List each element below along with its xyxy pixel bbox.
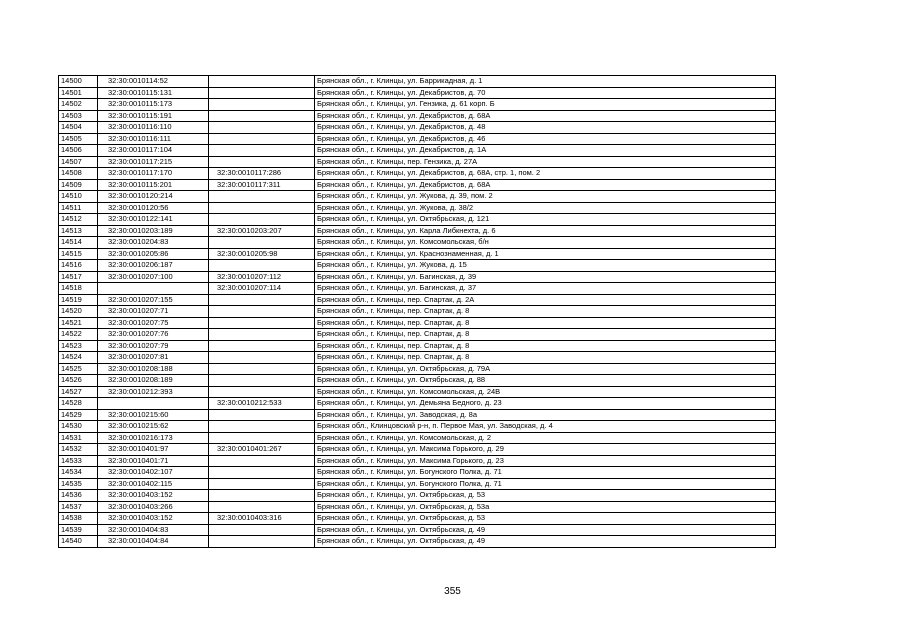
row-number-cell: 14532 — [59, 444, 98, 456]
table-row — [59, 501, 776, 513]
related-cadastral-number-cell: 32:30:0010401:267 — [209, 444, 315, 456]
table-row — [59, 76, 776, 88]
address-cell: Брянская обл., г. Клинцы, пер. Спартак, д. 8 — [315, 340, 776, 352]
cadastral-number-cell: 32:30:0010207:155 — [98, 294, 209, 306]
row-number-cell: 14537 — [59, 501, 98, 513]
address-cell: Брянская обл., г. Клинцы, пер. Спартак, д. 2А — [315, 294, 776, 306]
address-cell: Брянская обл., г. Клинцы, ул. Карла Либкнехта, д. 6 — [315, 225, 776, 237]
table-row — [59, 179, 776, 191]
cadastral-number-cell: 32:30:0010117:170 — [98, 168, 209, 180]
address-cell: Брянская обл., г. Клинцы, ул. Октябрьская, д. 79А — [315, 363, 776, 375]
address-cell: Брянская обл., г. Клинцы, ул. Октябрьская, д. 53а — [315, 501, 776, 513]
related-cadastral-number-cell — [209, 122, 315, 134]
table-row — [59, 467, 776, 479]
address-cell: Брянская обл., г. Клинцы, ул. Богунского Полка, д. 71 — [315, 478, 776, 490]
related-cadastral-number-cell — [209, 329, 315, 341]
table-row — [59, 294, 776, 306]
related-cadastral-number-cell — [209, 110, 315, 122]
cadastral-number-cell: 32:30:0010115:131 — [98, 87, 209, 99]
related-cadastral-number-cell: 32:30:0010207:114 — [209, 283, 315, 295]
row-number-cell: 14512 — [59, 214, 98, 226]
table-row — [59, 421, 776, 433]
row-number-cell: 14533 — [59, 455, 98, 467]
table-row — [59, 133, 776, 145]
address-cell: Брянская обл., г. Клинцы, ул. Богунского Полка, д. 71 — [315, 467, 776, 479]
table-row — [59, 432, 776, 444]
related-cadastral-number-cell: 32:30:0010205:98 — [209, 248, 315, 260]
related-cadastral-number-cell — [209, 375, 315, 387]
address-cell: Брянская обл., г. Клинцы, ул. Демьяна Бедного, д. 23 — [315, 398, 776, 410]
address-cell: Брянская обл., г. Клинцы, пер. Спартак, д. 8 — [315, 317, 776, 329]
cadastral-number-cell: 32:30:0010207:100 — [98, 271, 209, 283]
row-number-cell: 14508 — [59, 168, 98, 180]
related-cadastral-number-cell — [209, 340, 315, 352]
related-cadastral-number-cell — [209, 191, 315, 203]
row-number-cell: 14535 — [59, 478, 98, 490]
related-cadastral-number-cell: 32:30:0010203:207 — [209, 225, 315, 237]
row-number-cell: 14529 — [59, 409, 98, 421]
related-cadastral-number-cell — [209, 432, 315, 444]
table-row — [59, 352, 776, 364]
table-row — [59, 524, 776, 536]
related-cadastral-number-cell — [209, 317, 315, 329]
address-cell: Брянская обл., г. Клинцы, ул. Декабристов, д. 68А — [315, 179, 776, 191]
table-row — [59, 490, 776, 502]
table-row — [59, 248, 776, 260]
cadastral-number-cell: 32:30:0010122:141 — [98, 214, 209, 226]
address-cell: Брянская обл., г. Клинцы, ул. Краснознаменная, д. 1 — [315, 248, 776, 260]
table-row — [59, 99, 776, 111]
row-number-cell: 14530 — [59, 421, 98, 433]
page-number: 355 — [444, 586, 461, 597]
row-number-cell: 14515 — [59, 248, 98, 260]
cadastral-number-cell: 32:30:0010204:83 — [98, 237, 209, 249]
table-row — [59, 478, 776, 490]
cadastral-number-cell: 32:30:0010207:81 — [98, 352, 209, 364]
related-cadastral-number-cell: 32:30:0010117:311 — [209, 179, 315, 191]
related-cadastral-number-cell — [209, 363, 315, 375]
table-row — [59, 110, 776, 122]
table-row — [59, 168, 776, 180]
table-row — [59, 398, 776, 410]
related-cadastral-number-cell — [209, 478, 315, 490]
related-cadastral-number-cell — [209, 536, 315, 548]
related-cadastral-number-cell — [209, 352, 315, 364]
table-row — [59, 237, 776, 249]
related-cadastral-number-cell — [209, 467, 315, 479]
address-cell: Брянская обл., г. Клинцы, ул. Баррикадная, д. 1 — [315, 76, 776, 88]
records-table — [58, 75, 776, 548]
address-cell: Брянская обл., г. Клинцы, ул. Жукова, д. 39, пом. 2 — [315, 191, 776, 203]
address-cell: Брянская обл., г. Клинцы, пер. Спартак, д. 8 — [315, 329, 776, 341]
address-cell: Брянская обл., г. Клинцы, ул. Декабристов, д. 46 — [315, 133, 776, 145]
row-number-cell: 14507 — [59, 156, 98, 168]
row-number-cell: 14528 — [59, 398, 98, 410]
related-cadastral-number-cell — [209, 87, 315, 99]
cadastral-number-cell: 32:30:0010207:75 — [98, 317, 209, 329]
related-cadastral-number-cell: 32:30:0010207:112 — [209, 271, 315, 283]
cadastral-number-cell: 32:30:0010207:71 — [98, 306, 209, 318]
address-cell: Брянская обл., г. Клинцы, ул. Декабристов, д. 1А — [315, 145, 776, 157]
address-cell: Брянская обл., г. Клинцы, ул. Октябрьская, д. 53 — [315, 490, 776, 502]
cadastral-number-cell: 32:30:0010215:60 — [98, 409, 209, 421]
address-cell: Брянская обл., г. Клинцы, пер. Спартак, д. 8 — [315, 306, 776, 318]
cadastral-number-cell: 32:30:0010115:201 — [98, 179, 209, 191]
cadastral-number-cell: 32:30:0010205:86 — [98, 248, 209, 260]
cadastral-number-cell: 32:30:0010212:393 — [98, 386, 209, 398]
address-cell: Брянская обл., г. Клинцы, ул. Багинская, д. 37 — [315, 283, 776, 295]
cadastral-number-cell: 32:30:0010117:104 — [98, 145, 209, 157]
address-cell: Брянская обл., г. Клинцы, пер. Спартак, д. 8 — [315, 352, 776, 364]
row-number-cell: 14503 — [59, 110, 98, 122]
address-cell: Брянская обл., г. Клинцы, ул. Комсомольская, д. 24В — [315, 386, 776, 398]
table-row — [59, 122, 776, 134]
table-row — [59, 375, 776, 387]
table-row — [59, 386, 776, 398]
cadastral-number-cell — [98, 283, 209, 295]
cadastral-number-cell: 32:30:0010403:266 — [98, 501, 209, 513]
cadastral-number-cell: 32:30:0010206:187 — [98, 260, 209, 272]
cadastral-number-cell: 32:30:0010120:56 — [98, 202, 209, 214]
row-number-cell: 14501 — [59, 87, 98, 99]
row-number-cell: 14531 — [59, 432, 98, 444]
cadastral-number-cell: 32:30:0010114:52 — [98, 76, 209, 88]
table-row — [59, 225, 776, 237]
address-cell: Брянская обл., г. Клинцы, ул. Декабристов, д. 68А — [315, 110, 776, 122]
address-cell: Брянская обл., г. Клинцы, пер. Гензика, д. 27А — [315, 156, 776, 168]
address-cell: Брянская обл., г. Клинцы, ул. Заводская, д. 8а — [315, 409, 776, 421]
related-cadastral-number-cell — [209, 421, 315, 433]
cadastral-number-cell: 32:30:0010402:107 — [98, 467, 209, 479]
row-number-cell: 14500 — [59, 76, 98, 88]
cadastral-number-cell: 32:30:0010402:115 — [98, 478, 209, 490]
address-cell: Брянская обл., г. Клинцы, ул. Октябрьская, д. 88 — [315, 375, 776, 387]
row-number-cell: 14526 — [59, 375, 98, 387]
table-row — [59, 191, 776, 203]
row-number-cell: 14516 — [59, 260, 98, 272]
cadastral-number-cell: 32:30:0010203:189 — [98, 225, 209, 237]
address-cell: Брянская обл., г. Клинцы, ул. Максима Горького, д. 29 — [315, 444, 776, 456]
related-cadastral-number-cell — [209, 237, 315, 249]
related-cadastral-number-cell — [209, 294, 315, 306]
table-row — [59, 513, 776, 525]
table-row — [59, 271, 776, 283]
row-number-cell: 14523 — [59, 340, 98, 352]
row-number-cell: 14509 — [59, 179, 98, 191]
row-number-cell: 14540 — [59, 536, 98, 548]
row-number-cell: 14536 — [59, 490, 98, 502]
cadastral-number-cell: 32:30:0010401:97 — [98, 444, 209, 456]
related-cadastral-number-cell — [209, 99, 315, 111]
table-row — [59, 214, 776, 226]
related-cadastral-number-cell — [209, 214, 315, 226]
cadastral-number-cell: 32:30:0010120:214 — [98, 191, 209, 203]
cadastral-number-cell: 32:30:0010208:188 — [98, 363, 209, 375]
table-row — [59, 306, 776, 318]
address-cell: Брянская обл., г. Клинцы, ул. Жукова, д. 15 — [315, 260, 776, 272]
address-cell: Брянская обл., г. Клинцы, ул. Октябрьская, д. 49 — [315, 524, 776, 536]
table-row — [59, 329, 776, 341]
address-cell: Брянская обл., г. Клинцы, ул. Октябрьская, д. 49 — [315, 536, 776, 548]
address-cell: Брянская обл., г. Клинцы, ул. Гензика, д. 61 корп. Б — [315, 99, 776, 111]
table-row — [59, 283, 776, 295]
cadastral-number-cell: 32:30:0010207:79 — [98, 340, 209, 352]
row-number-cell: 14521 — [59, 317, 98, 329]
cadastral-number-cell: 32:30:0010404:84 — [98, 536, 209, 548]
address-cell: Брянская обл., г. Клинцы, ул. Багинская, д. 39 — [315, 271, 776, 283]
row-number-cell: 14539 — [59, 524, 98, 536]
related-cadastral-number-cell — [209, 524, 315, 536]
related-cadastral-number-cell — [209, 386, 315, 398]
table-row — [59, 444, 776, 456]
address-cell: Брянская обл., г. Клинцы, ул. Декабристов, д. 70 — [315, 87, 776, 99]
cadastral-number-cell: 32:30:0010115:173 — [98, 99, 209, 111]
address-cell: Брянская обл., г. Клинцы, ул. Декабристов, д. 68А, стр. 1, пом. 2 — [315, 168, 776, 180]
row-number-cell: 14525 — [59, 363, 98, 375]
cadastral-number-cell: 32:30:0010401:71 — [98, 455, 209, 467]
row-number-cell: 14513 — [59, 225, 98, 237]
related-cadastral-number-cell — [209, 202, 315, 214]
related-cadastral-number-cell: 32:30:0010117:286 — [209, 168, 315, 180]
table-row — [59, 363, 776, 375]
address-cell: Брянская обл., г. Клинцы, ул. Жукова, д. 38/2 — [315, 202, 776, 214]
row-number-cell: 14511 — [59, 202, 98, 214]
records-table-body — [59, 76, 776, 548]
related-cadastral-number-cell — [209, 306, 315, 318]
cadastral-number-cell: 32:30:0010403:152 — [98, 490, 209, 502]
table-row — [59, 536, 776, 548]
row-number-cell: 14527 — [59, 386, 98, 398]
row-number-cell: 14538 — [59, 513, 98, 525]
address-cell: Брянская обл., г. Клинцы, ул. Максима Горького, д. 23 — [315, 455, 776, 467]
cadastral-number-cell: 32:30:0010208:189 — [98, 375, 209, 387]
row-number-cell: 14522 — [59, 329, 98, 341]
row-number-cell: 14524 — [59, 352, 98, 364]
address-cell: Брянская обл., г. Клинцы, ул. Комсомольская, д. 2 — [315, 432, 776, 444]
cadastral-number-cell: 32:30:0010207:76 — [98, 329, 209, 341]
related-cadastral-number-cell — [209, 156, 315, 168]
cadastral-number-cell: 32:30:0010216:173 — [98, 432, 209, 444]
address-cell: Брянская обл., г. Клинцы, ул. Декабристов, д. 48 — [315, 122, 776, 134]
row-number-cell: 14510 — [59, 191, 98, 203]
cadastral-number-cell: 32:30:0010215:62 — [98, 421, 209, 433]
cadastral-number-cell: 32:30:0010115:191 — [98, 110, 209, 122]
address-cell: Брянская обл., г. Клинцы, ул. Октябрьская, д. 53 — [315, 513, 776, 525]
cadastral-number-cell: 32:30:0010116:110 — [98, 122, 209, 134]
table-row — [59, 156, 776, 168]
row-number-cell: 14514 — [59, 237, 98, 249]
row-number-cell: 14518 — [59, 283, 98, 295]
related-cadastral-number-cell — [209, 501, 315, 513]
cadastral-number-cell: 32:30:0010403:152 — [98, 513, 209, 525]
row-number-cell: 14504 — [59, 122, 98, 134]
row-number-cell: 14505 — [59, 133, 98, 145]
related-cadastral-number-cell: 32:30:0010212:533 — [209, 398, 315, 410]
table-row — [59, 87, 776, 99]
row-number-cell: 14502 — [59, 99, 98, 111]
related-cadastral-number-cell — [209, 260, 315, 272]
table-row — [59, 455, 776, 467]
row-number-cell: 14534 — [59, 467, 98, 479]
address-cell: Брянская обл., Клинцовский р-н, п. Первое Мая, ул. Заводская, д. 4 — [315, 421, 776, 433]
related-cadastral-number-cell — [209, 490, 315, 502]
related-cadastral-number-cell — [209, 409, 315, 421]
row-number-cell: 14517 — [59, 271, 98, 283]
table-row — [59, 260, 776, 272]
table-row — [59, 340, 776, 352]
related-cadastral-number-cell — [209, 455, 315, 467]
related-cadastral-number-cell — [209, 145, 315, 157]
cadastral-number-cell — [98, 398, 209, 410]
table-row — [59, 202, 776, 214]
related-cadastral-number-cell — [209, 76, 315, 88]
row-number-cell: 14519 — [59, 294, 98, 306]
table-row — [59, 317, 776, 329]
related-cadastral-number-cell: 32:30:0010403:316 — [209, 513, 315, 525]
row-number-cell: 14506 — [59, 145, 98, 157]
table-row — [59, 145, 776, 157]
table-row — [59, 409, 776, 421]
address-cell: Брянская обл., г. Клинцы, ул. Октябрьская, д. 121 — [315, 214, 776, 226]
cadastral-number-cell: 32:30:0010116:111 — [98, 133, 209, 145]
cadastral-number-cell: 32:30:0010117:215 — [98, 156, 209, 168]
row-number-cell: 14520 — [59, 306, 98, 318]
address-cell: Брянская обл., г. Клинцы, ул. Комсомольская, б/н — [315, 237, 776, 249]
related-cadastral-number-cell — [209, 133, 315, 145]
cadastral-number-cell: 32:30:0010404:83 — [98, 524, 209, 536]
